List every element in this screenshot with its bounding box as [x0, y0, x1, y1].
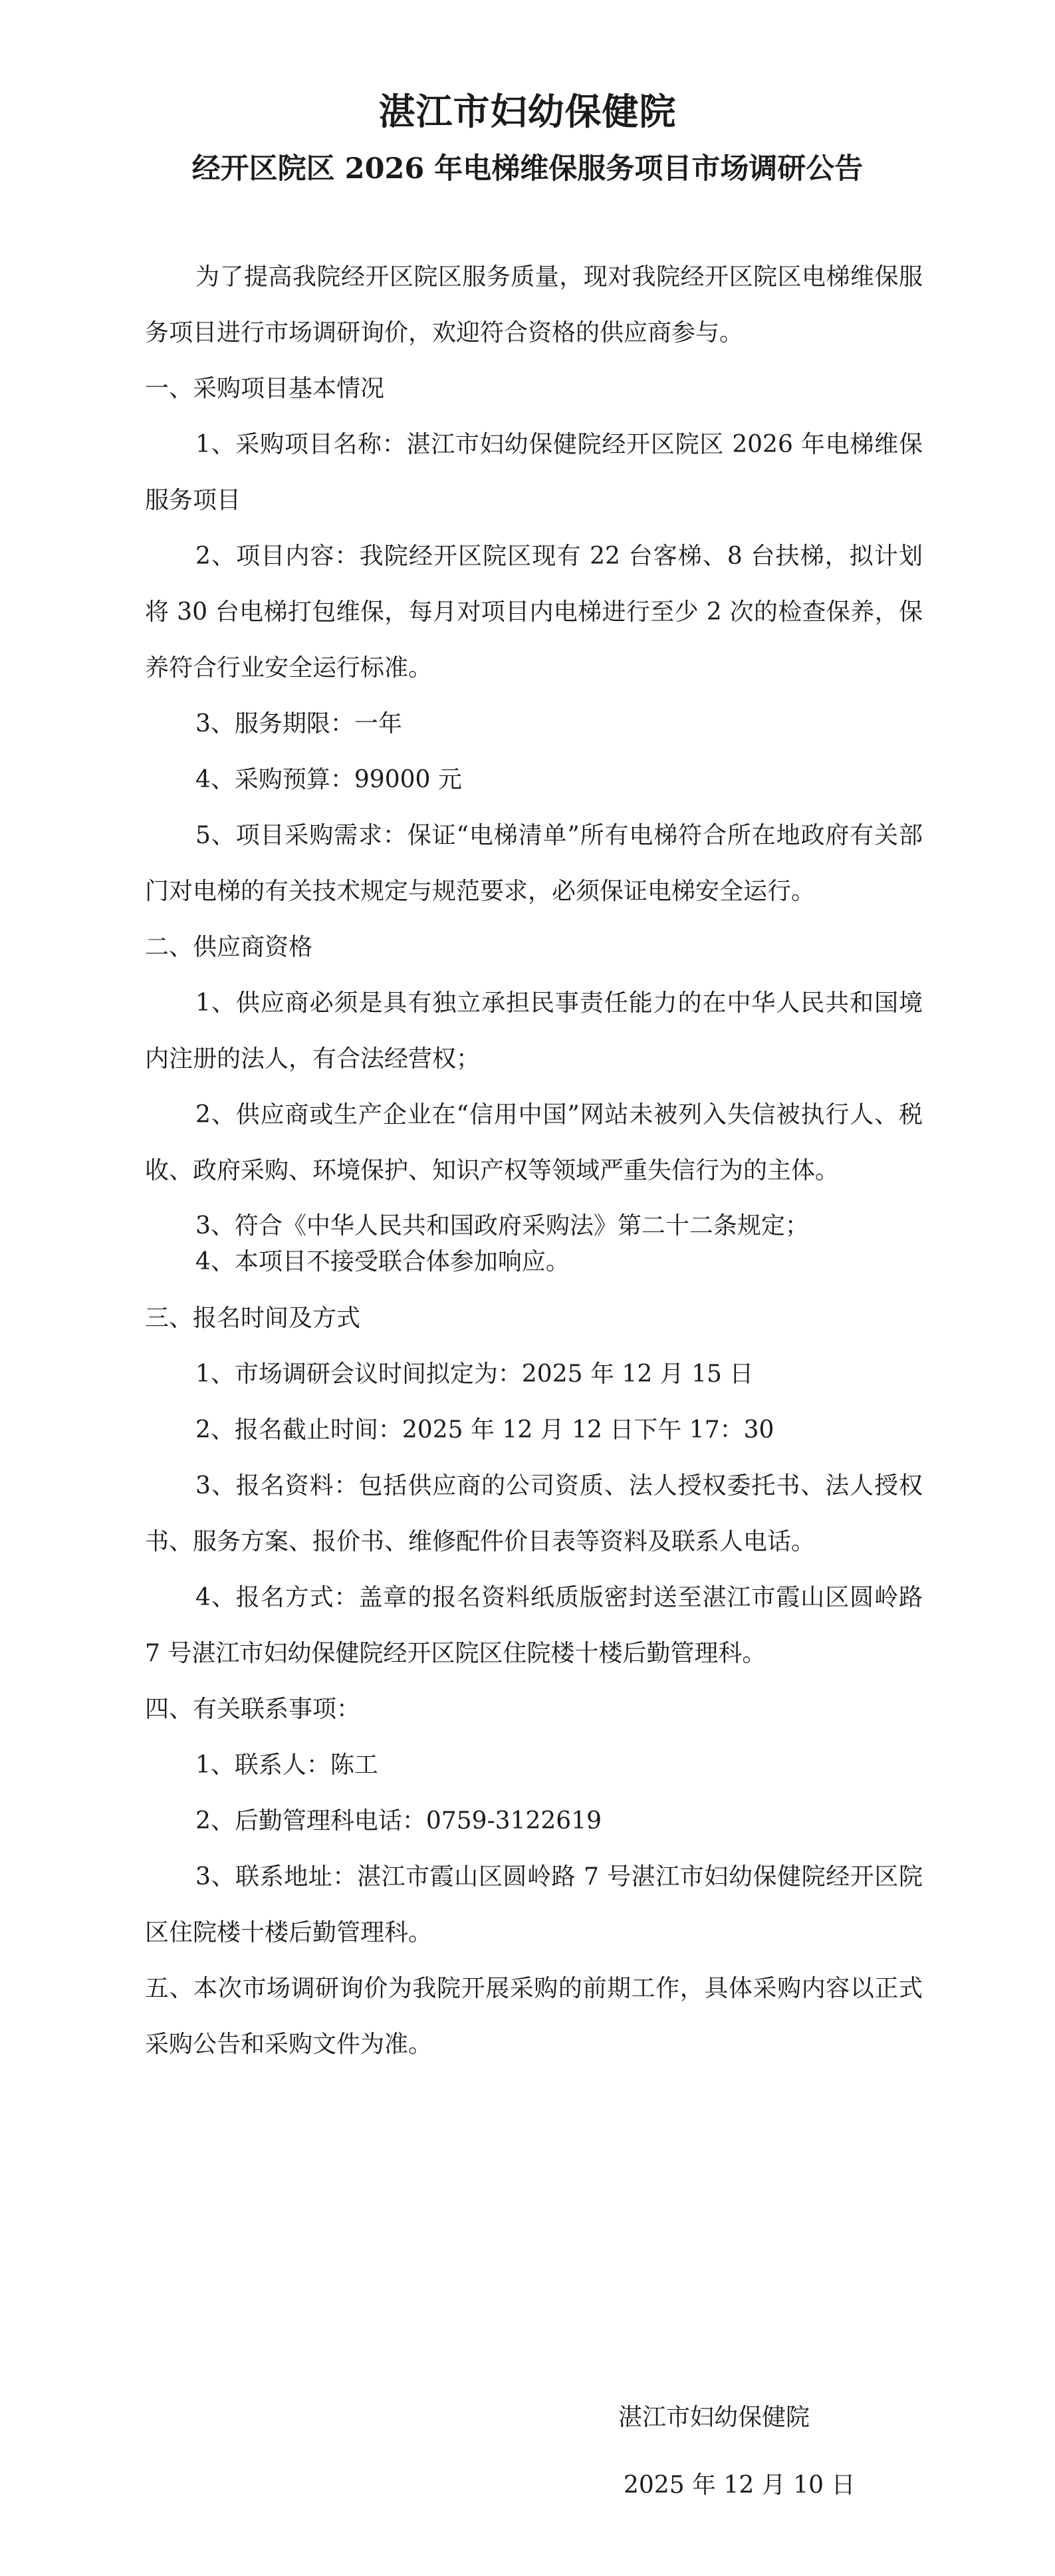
section-3-item-4: 4、报名方式：盖章的报名资料纸质版密封送至湛江市霞山区圆岭路 7 号湛江市妇幼保健院经开区院区住院楼十楼后勤管理科。 — [145, 1584, 923, 1667]
section-4-item-1: 1、联系人：陈工 — [195, 1751, 378, 1779]
section-3-item-3: 3、报名资料：包括供应商的公司资质、法人授权委托书、法人授权书、服务方案、报价书、维修配件价目表等资料及联系人电话。 — [145, 1472, 923, 1555]
section-1-item-5: 5、项目采购需求：保证“电梯清单”所有电梯符合所在地政府有关部门对电梯的有关技术规定与规范要求，必须保证电梯安全运行。 — [145, 822, 923, 905]
document-body — [145, 249, 923, 2073]
section-4-item-3: 3、联系地址：湛江市霞山区圆岭路 7 号湛江市妇幼保健院经开区院区住院楼十楼后勤管理科。 — [145, 1863, 923, 1946]
section-2-item-1: 1、供应商必须是具有独立承担民事责任能力的在中华人民共和国境内注册的法人，有合法经营权； — [145, 989, 923, 1073]
section-heading-3: 三、报名时间及方式 — [145, 1305, 361, 1332]
intro-paragraph: 为了提高我院经开区院区服务质量，现对我院经开区院区电梯维保服务项目进行市场调研询价，欢迎符合资格的供应商参与。 — [145, 263, 923, 346]
closing-paragraph: 五、本次市场调研询价为我院开展采购的前期工作，具体采购内容以正式采购公告和采购文件为准。 — [145, 1975, 923, 2058]
section-1-item-4: 4、采购预算：99000 元 — [195, 766, 462, 793]
section-2-item-2: 2、供应商或生产企业在“信用中国”网站未被列入失信被执行人、税收、政府采购、环境保护、知识产权等领域严重失信行为的主体。 — [145, 1101, 923, 1184]
document-title: 湛江市妇幼保健院 — [378, 90, 677, 133]
section-2-item-4: 4、本项目不接受联合体参加响应。 — [195, 1248, 570, 1275]
section-4-item-2: 2、后勤管理科电话：0759-3122619 — [195, 1807, 602, 1835]
section-heading-1: 一、采购项目基本情况 — [145, 375, 385, 402]
section-1-item-3: 3、服务期限：一年 — [195, 710, 402, 737]
section-2-item-3: 3、符合《中华人民共和国政府采购法》第二十二条规定； — [195, 1212, 809, 1239]
section-heading-4: 四、有关联系事项： — [145, 1696, 361, 1723]
signature-organization: 湛江市妇幼保健院 — [618, 2404, 810, 2431]
section-1-item-1: 1、采购项目名称：湛江市妇幼保健院经开区院区 2026 年电梯维保服务项目 — [145, 431, 923, 514]
section-3-item-2: 2、报名截止时间：2025 年 12 月 12 日下午 17：30 — [195, 1416, 774, 1444]
section-heading-2: 二、供应商资格 — [145, 934, 313, 961]
section-3-item-1: 1、市场调研会议时间拟定为：2025 年 12 月 15 日 — [195, 1360, 754, 1388]
signature-date: 2025 年 12 月 10 日 — [624, 2472, 856, 2499]
section-1-item-2: 2、项目内容：我院经开区院区现有 22 台客梯、8 台扶梯，拟计划将 30 台电梯打包维保，每月对项目内电梯进行至少 2 次的检查保养，保养符合行业安全运行标准。 — [145, 543, 923, 682]
document-subtitle: 经开区院区 2026 年电梯维保服务项目市场调研公告 — [191, 152, 864, 186]
